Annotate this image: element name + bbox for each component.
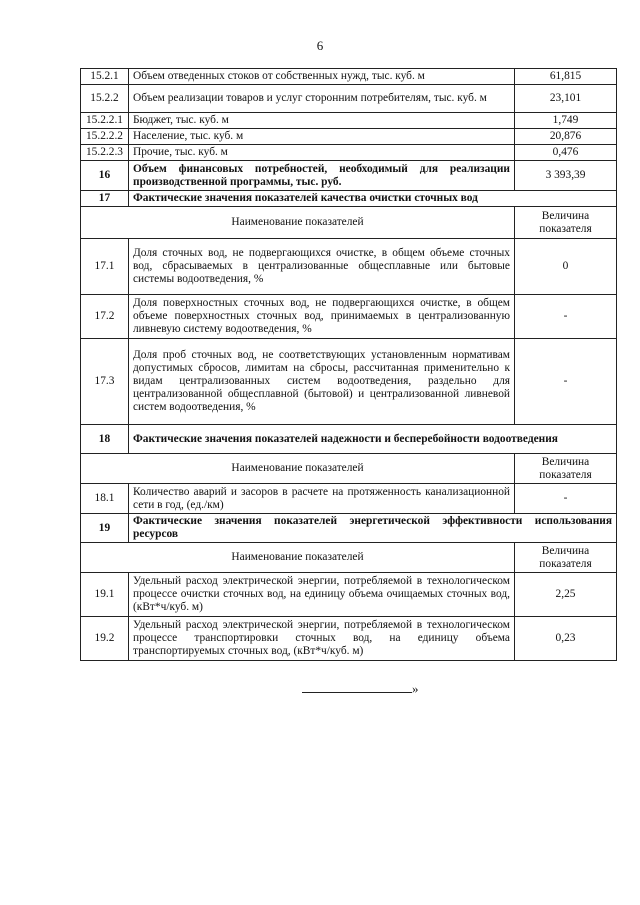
row-value: 20,876 xyxy=(515,129,617,145)
column-header-row xyxy=(81,454,617,484)
row-number: 15.2.2.2 xyxy=(81,129,129,145)
row-value: 2,25 xyxy=(515,573,617,617)
table-row xyxy=(81,295,617,339)
row-value: 61,815 xyxy=(515,69,617,85)
row-number: 15.2.2.3 xyxy=(81,145,129,161)
row-description: Удельный расход электрической энергии, потребляемой в технологическом процессе транспортировки сточных вод, на единицу объема транспортируемых сточных вод, (кВт*ч/куб. м) xyxy=(129,617,515,661)
table-row xyxy=(81,85,617,113)
row-value: 1,749 xyxy=(515,113,617,129)
closing-quote: » xyxy=(412,681,419,696)
row-description: Бюджет, тыс. куб. м xyxy=(129,113,515,129)
row-description: Население, тыс. куб. м xyxy=(129,129,515,145)
row-number: 17.1 xyxy=(81,239,129,295)
column-header-name: Наименование показателей xyxy=(81,454,515,484)
row-value: 3 393,39 xyxy=(515,161,617,191)
row-description: Доля поверхностных сточных вод, не подвергающихся очистке, в общем объеме поверхностных сточных вод, принимаемых в централизованную ливневую систему водоотведения, % xyxy=(129,295,515,339)
row-number: 15.2.1 xyxy=(81,69,129,85)
table-row xyxy=(81,145,617,161)
row-number: 17.3 xyxy=(81,339,129,425)
section-title: Фактические значения показателей энергетической эффективности использования ресурсов xyxy=(129,514,617,543)
section-number: 18 xyxy=(81,425,129,454)
row-description: Количество аварий и засоров в расчете на протяженность канализационной сети в год, (ед./км) xyxy=(129,484,515,514)
table-row xyxy=(81,239,617,295)
row-number: 19.1 xyxy=(81,573,129,617)
row-value: - xyxy=(515,484,617,514)
row-value: 0,23 xyxy=(515,617,617,661)
table-row xyxy=(81,161,617,191)
table-row xyxy=(81,113,617,129)
row-value: - xyxy=(515,339,617,425)
signature-underline xyxy=(302,681,412,693)
section-header-row xyxy=(81,514,617,543)
section-title: Фактические значения показателей надежности и бесперебойности водоотведения xyxy=(129,425,617,454)
row-description: Объем финансовых потребностей, необходимый для реализации производственной программы, тыс. руб. xyxy=(129,161,515,191)
row-description: Объем отведенных стоков от собственных нужд, тыс. куб. м xyxy=(129,69,515,85)
row-number: 18.1 xyxy=(81,484,129,514)
section-title: Фактические значения показателей качества очистки сточных вод xyxy=(129,191,617,207)
row-value: - xyxy=(515,295,617,339)
column-header-value: Величина показателя xyxy=(515,454,617,484)
column-header-name: Наименование показателей xyxy=(81,207,515,239)
section-header-row xyxy=(81,191,617,207)
row-description: Доля сточных вод, не подвергающихся очистке, в общем объеме сточных вод, сбрасываемых в централизованные общесплавные или бытовые системы водоотведения, % xyxy=(129,239,515,295)
row-number: 15.2.2.1 xyxy=(81,113,129,129)
indicators-table xyxy=(80,68,617,661)
column-header-value: Величина показателя xyxy=(515,543,617,573)
row-value: 0 xyxy=(515,239,617,295)
row-number: 17.2 xyxy=(81,295,129,339)
row-description: Доля проб сточных вод, не соответствующих установленным нормативам допустимых сбросов, лимитам на сбросы, рассчитанная применительно к видам централизованных систем водоотведения, раздельно для централизованной общесплавной (бытовой) и централизованной ливневой систем водоотведения, % xyxy=(129,339,515,425)
column-header-row xyxy=(81,543,617,573)
table-row xyxy=(81,573,617,617)
row-description: Объем реализации товаров и услуг сторонним потребителям, тыс. куб. м xyxy=(129,85,515,113)
table-row xyxy=(81,484,617,514)
column-header-name: Наименование показателей xyxy=(81,543,515,573)
row-value: 0,476 xyxy=(515,145,617,161)
section-number: 17 xyxy=(81,191,129,207)
row-number: 15.2.2 xyxy=(81,85,129,113)
row-description: Прочие, тыс. куб. м xyxy=(129,145,515,161)
page-number: 6 xyxy=(316,38,324,53)
column-header-row xyxy=(81,207,617,239)
row-description: Удельный расход электрической энергии, потребляемой в технологическом процессе очистки сточных вод, на единицу объема очищаемых сточных вод, (кВт*ч/куб. м) xyxy=(129,573,515,617)
row-number: 16 xyxy=(81,161,129,191)
table-row xyxy=(81,339,617,425)
section-number: 19 xyxy=(81,514,129,543)
table-row xyxy=(81,129,617,145)
column-header-value: Величина показателя xyxy=(515,207,617,239)
section-header-row xyxy=(81,425,617,454)
table-row xyxy=(81,617,617,661)
table-row xyxy=(81,69,617,85)
closing-line xyxy=(302,681,419,697)
row-number: 19.2 xyxy=(81,617,129,661)
row-value: 23,101 xyxy=(515,85,617,113)
